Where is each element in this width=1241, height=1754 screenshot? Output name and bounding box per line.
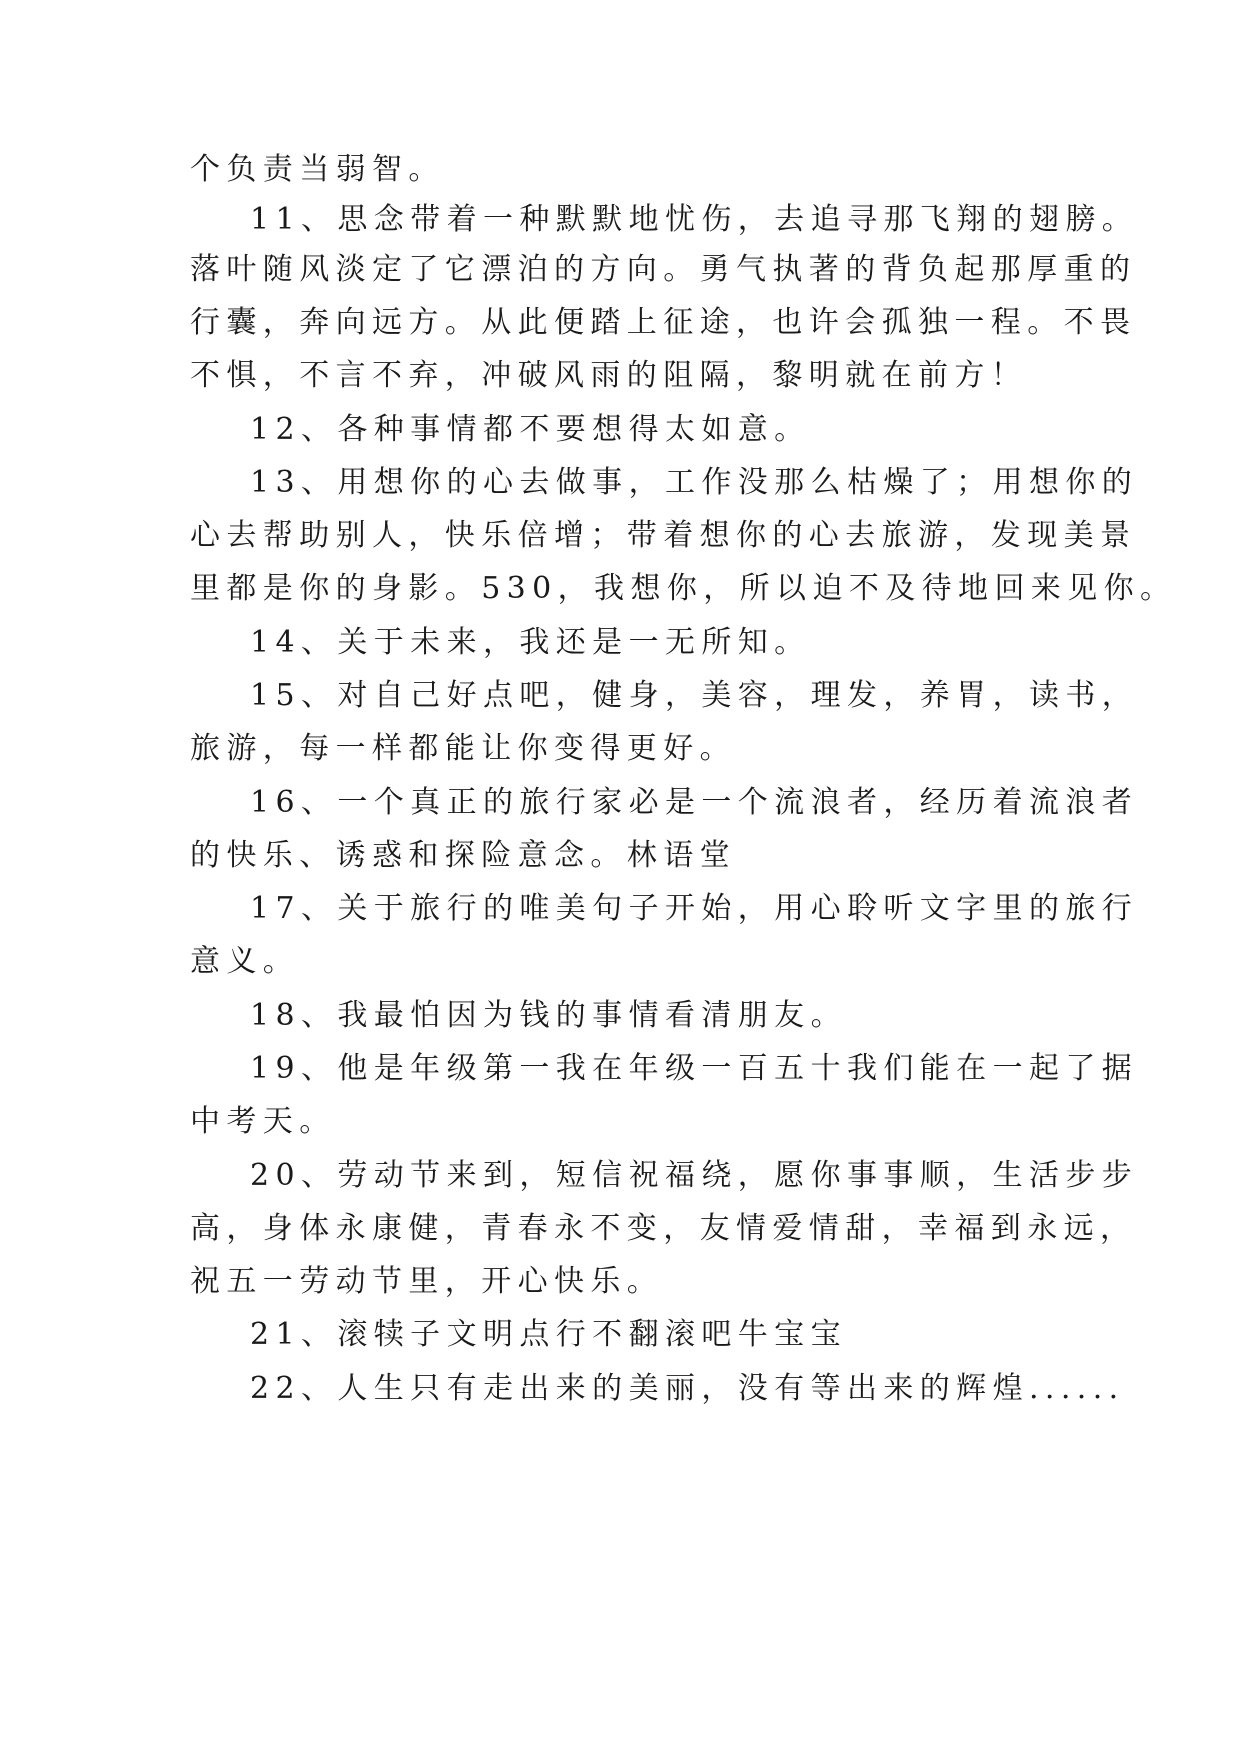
text-line: 14、关于未来，我还是一无所知。 <box>250 625 811 660</box>
text-line: 祝五一劳动节里，开心快乐。 <box>190 1264 664 1299</box>
text-line: 高，身体永康健，青春永不变，友情爱情甜，幸福到永远， <box>190 1211 1137 1246</box>
text-line: 不惧，不言不弃，冲破风雨的阻隔，黎明就在前方！ <box>190 358 1028 393</box>
text-line: 行囊，奔向远方。从此便踏上征途，也许会孤独一程。不畏 <box>190 305 1137 340</box>
text-line: 旅游，每一样都能让你变得更好。 <box>190 731 736 766</box>
text-line: 15、对自己好点吧，健身，美容，理发，养胃，读书， <box>250 678 1139 713</box>
text-line: 22、人生只有走出来的美丽，没有等出来的辉煌...... <box>250 1371 1125 1406</box>
text-line: 21、滚犊子文明点行不翻滚吧牛宝宝 <box>250 1317 847 1352</box>
text-line: 11、思念带着一种默默地忧伤，去追寻那飞翔的翅膀。 <box>250 202 1139 237</box>
text-line: 17、关于旅行的唯美句子开始，用心聆听文字里的旅行 <box>250 891 1139 926</box>
text-line: 13、用想你的心去做事，工作没那么枯燥了；用想你的 <box>250 465 1139 500</box>
text-line: 18、我最怕因为钱的事情看清朋友。 <box>250 998 847 1033</box>
text-line: 20、劳动节来到，短信祝福绕，愿你事事顺，生活步步 <box>250 1158 1139 1193</box>
text-line: 心去帮助别人，快乐倍增；带着想你的心去旅游，发现美景 <box>190 518 1137 553</box>
text-line: 16、一个真正的旅行家必是一个流浪者，经历着流浪者 <box>250 785 1139 820</box>
text-line: 19、他是年级第一我在年级一百五十我们能在一起了据 <box>250 1051 1139 1086</box>
text-line: 个负责当弱智。 <box>190 152 445 187</box>
text-line: 意义。 <box>190 944 300 979</box>
text-line: 12、各种事情都不要想得太如意。 <box>250 412 811 447</box>
text-line: 中考天。 <box>190 1104 336 1139</box>
text-line: 落叶随风淡定了它漂泊的方向。勇气执著的背负起那厚重的 <box>190 252 1137 287</box>
text-line: 里都是你的身影。530，我想你，所以迫不及待地回来见你。 <box>190 571 1177 606</box>
text-line: 的快乐、诱惑和探险意念。林语堂 <box>190 838 736 873</box>
